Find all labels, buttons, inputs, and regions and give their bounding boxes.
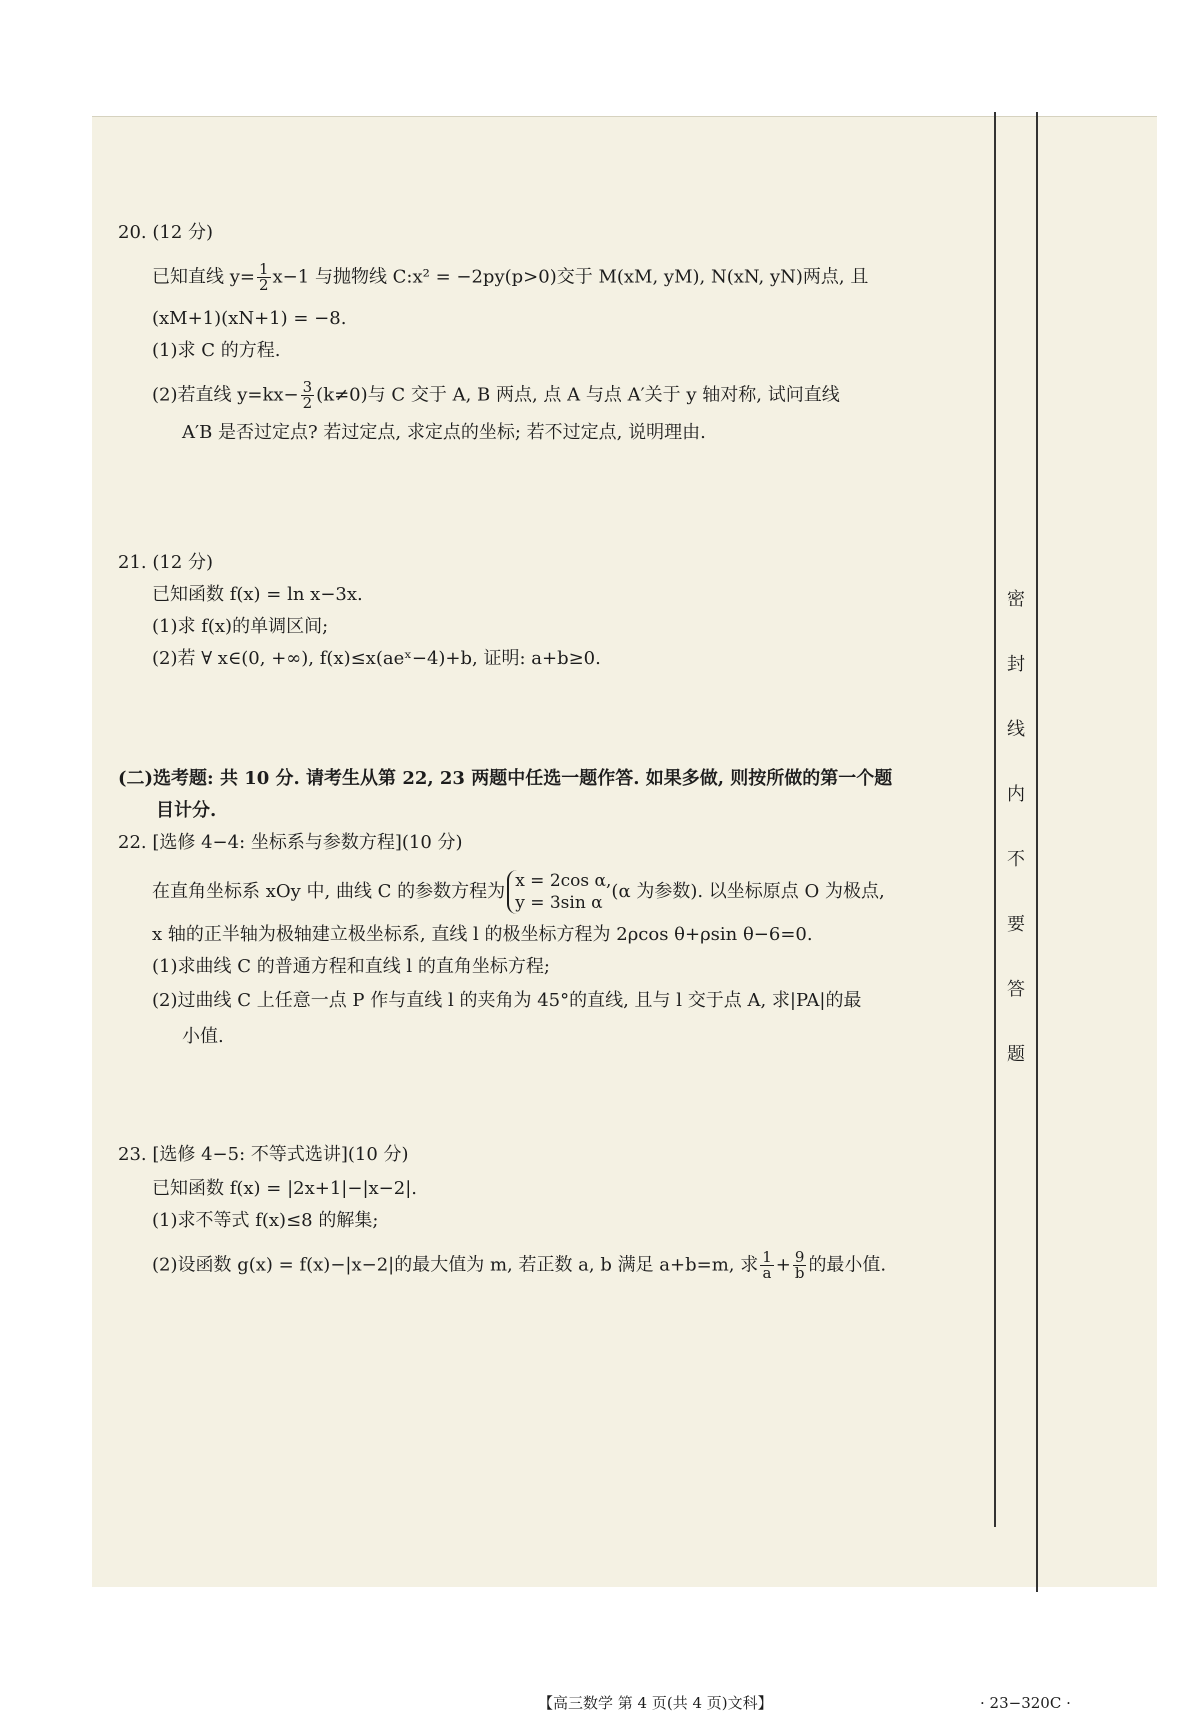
question-23-part-2: (2)设函数 g(x) = f(x)−|x−2|的最大值为 m, 若正数 a, b 满足 a+b=m, 求 $\frac{1}{a}$ + $\frac{9}{b}$ 的最小值. bbox=[152, 1248, 887, 1282]
optional-section-heading-cont: 目计分. bbox=[156, 800, 217, 821]
parametric-system: x = 2cos α, y = 3sin α bbox=[507, 870, 611, 914]
question-22-stem-line-1: 在直角坐标系 xOy 中, 曲线 C 的参数方程为 x = 2cos α, y = 3sin α (α 为参数). 以坐标原点 O 为极点, bbox=[152, 871, 885, 913]
question-23-part-1: (1)求不等式 f(x)≤8 的解集; bbox=[152, 1210, 379, 1231]
bleed-through-title bbox=[290, 205, 303, 250]
question-22-part-1: (1)求曲线 C 的普通方程和直线 l 的直角坐标方程; bbox=[152, 956, 550, 977]
seal-char: 密 bbox=[1007, 589, 1025, 610]
paper-code: · 23−320C · bbox=[980, 1694, 1071, 1712]
question-22-part-2: (2)过曲线 C 上任意一点 P 作与直线 l 的夹角为 45°的直线, 且与 l 交于点 A, 求|PA|的最 bbox=[152, 990, 862, 1011]
question-20-part-2: (2)若直线 y=kx− $\frac{3}{2}$ (k≠0)与 C 交于 A, B 两点, 点 A 与点 A′关于 y 轴对称, 试问直线 bbox=[152, 378, 840, 412]
question-23-stem: 已知函数 f(x) = |2x+1|−|x−2|. bbox=[152, 1178, 417, 1199]
binding-line-inner bbox=[994, 112, 996, 1527]
page-footer: 【高三数学 第 4 页(共 4 页)文科】 bbox=[538, 1694, 773, 1712]
seal-char: 答 bbox=[1007, 979, 1025, 1000]
fraction: $\frac{1}{2}$ bbox=[258, 260, 269, 294]
fraction: $\frac{1}{a}$ bbox=[762, 1248, 772, 1282]
seal-char: 封 bbox=[1007, 654, 1025, 675]
binding-line-outer bbox=[1036, 112, 1038, 1592]
question-21-part-1: (1)求 f(x)的单调区间; bbox=[152, 616, 329, 637]
seal-char: 不 bbox=[1007, 849, 1025, 870]
fraction: $\frac{9}{b}$ bbox=[794, 1248, 805, 1282]
question-22-part-2-cont: 小值. bbox=[182, 1026, 224, 1047]
question-23-number: 23. [选修 4−5: 不等式选讲](10 分) bbox=[118, 1144, 409, 1165]
seal-char: 题 bbox=[1007, 1044, 1025, 1065]
question-20-part-2-cont: A′B 是否过定点? 若过定点, 求定点的坐标; 若不过定点, 说明理由. bbox=[182, 422, 706, 443]
question-20-part-1: (1)求 C 的方程. bbox=[152, 340, 281, 361]
question-20-stem-line-1: 已知直线 y= $\frac{1}{2}$ x−1 与抛物线 C:x² = −2py(p>0)交于 M(xM, yM), N(xN, yN)两点, 且 bbox=[152, 260, 869, 294]
seal-char: 内 bbox=[1007, 784, 1025, 805]
seal-char: 要 bbox=[1007, 914, 1025, 935]
seal-line-notice bbox=[1003, 590, 1029, 1110]
question-22-stem-line-2: x 轴的正半轴为极轴建立极坐标系, 直线 l 的极坐标方程为 2ρcos θ+ρsin θ−6=0. bbox=[152, 924, 813, 945]
question-21-part-2: (2)若 ∀ x∈(0, +∞), f(x)≤x(aeˣ−4)+b, 证明: a+b≥0. bbox=[152, 648, 601, 669]
seal-char: 线 bbox=[1007, 719, 1025, 740]
question-20-stem-line-2: (xM+1)(xN+1) = −8. bbox=[152, 308, 347, 329]
question-21-number: 21. (12 分) bbox=[118, 552, 214, 573]
question-20-number: 20. (12 分) bbox=[118, 222, 214, 243]
optional-section-heading: (二)选考题: 共 10 分. 请考生从第 22, 23 两题中任选一题作答. 如果多做, 则按所做的第一个题 bbox=[118, 768, 893, 789]
question-22-number: 22. [选修 4−4: 坐标系与参数方程](10 分) bbox=[118, 832, 463, 853]
fraction: $\frac{3}{2}$ bbox=[302, 378, 313, 412]
question-21-stem: 已知函数 f(x) = ln x−3x. bbox=[152, 584, 363, 605]
